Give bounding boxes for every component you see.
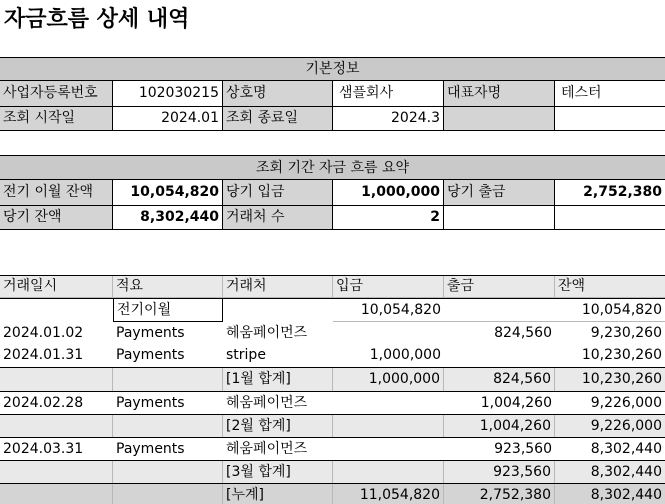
table-cell[interactable]: 923,560	[494, 441, 552, 457]
company-value[interactable]: 샘플회사	[333, 81, 444, 107]
table-cell[interactable]	[0, 415, 113, 437]
table-cell[interactable]: 10,054,820	[555, 299, 665, 322]
empty-gray-cell	[444, 107, 555, 131]
end-value[interactable]: 2024.3	[333, 107, 444, 131]
table-cell[interactable]	[333, 322, 444, 345]
table-cell[interactable]	[113, 415, 223, 437]
table-cell[interactable]: 9,230,260	[590, 325, 662, 341]
table-cell[interactable]: 9,226,000	[555, 415, 665, 437]
empty-cell[interactable]	[555, 206, 665, 230]
table-cell[interactable]	[0, 368, 113, 391]
col-header-memo: 적요	[113, 276, 223, 298]
table-cell[interactable]: 헤움페이먼즈	[226, 441, 308, 457]
table-cell[interactable]	[444, 345, 555, 367]
basic-info-header: 기본정보	[0, 57, 665, 81]
start-label: 조회 시작일	[0, 107, 113, 131]
table-cell[interactable]: 2024.03.31	[3, 441, 84, 457]
table-cell[interactable]: [누계]	[223, 484, 333, 504]
cur-balance-value[interactable]: 8,302,440	[113, 206, 223, 230]
out-value[interactable]: 2,752,380	[555, 180, 665, 206]
table-cell[interactable]	[444, 299, 555, 322]
table-cell[interactable]: 2024.01.02	[3, 325, 84, 341]
end-label: 조회 종료일	[223, 107, 333, 131]
in-label: 당기 입금	[223, 180, 333, 206]
partners-label: 거래처 수	[223, 206, 333, 230]
table-cell[interactable]: 10,230,260	[581, 347, 662, 363]
table-cell[interactable]: Payments	[116, 325, 185, 341]
table-cell[interactable]: 8,302,440	[590, 441, 662, 457]
start-value[interactable]: 2024.01	[113, 107, 223, 131]
table-cell[interactable]	[223, 299, 333, 322]
table-cell[interactable]	[0, 299, 113, 322]
table-cell[interactable]: 2024.02.28	[3, 395, 84, 411]
empty-cell[interactable]	[555, 107, 665, 131]
in-value[interactable]: 1,000,000	[333, 180, 444, 206]
table-cell[interactable]: 8,302,440	[555, 484, 665, 504]
table-cell[interactable]: 헤움페이먼즈	[226, 325, 308, 341]
table-cell[interactable]	[333, 461, 444, 483]
prev-balance-label: 전기 이월 잔액	[0, 180, 113, 206]
table-cell[interactable]: 2,752,380	[444, 484, 555, 504]
table-cell[interactable]	[333, 415, 444, 437]
prev-balance-value[interactable]: 10,054,820	[113, 180, 223, 206]
col-header-in: 입금	[333, 276, 444, 298]
table-cell[interactable]	[0, 461, 113, 483]
ceo-label: 대표자명	[444, 81, 555, 107]
table-cell[interactable]: 전기이월	[113, 299, 223, 322]
table-cell[interactable]: 8,302,440	[555, 461, 665, 483]
col-header-date: 거래일시	[0, 276, 113, 298]
table-cell[interactable]: Payments	[116, 441, 185, 457]
col-header-balance: 잔액	[555, 276, 665, 298]
col-header-partner: 거래처	[223, 276, 333, 298]
table-cell[interactable]: [3월 합계]	[223, 461, 333, 483]
ceo-value[interactable]: 테스터	[555, 81, 665, 107]
table-cell[interactable]: 1,004,260	[480, 395, 552, 411]
table-cell[interactable]: 824,560	[444, 368, 555, 391]
table-cell[interactable]: 10,230,260	[555, 368, 665, 391]
table-cell[interactable]	[113, 368, 223, 391]
biz-no-label: 사업자등록번호	[0, 81, 113, 107]
company-label: 상호명	[223, 81, 333, 107]
table-cell[interactable]	[333, 392, 444, 414]
table-cell[interactable]: stripe	[226, 347, 266, 363]
cur-balance-label: 당기 잔액	[0, 206, 113, 230]
biz-no-value[interactable]: 102030215	[113, 81, 223, 107]
table-cell[interactable]	[0, 484, 113, 504]
table-cell[interactable]	[113, 484, 223, 504]
table-cell[interactable]: 9,226,000	[590, 395, 662, 411]
table-cell[interactable]: Payments	[116, 395, 185, 411]
table-cell[interactable]	[333, 438, 444, 460]
page-title: 자금흐름 상세 내역	[4, 7, 190, 32]
table-cell[interactable]: 2024.01.31	[3, 347, 84, 363]
table-cell[interactable]: 1,000,000	[369, 347, 441, 363]
table-cell[interactable]	[113, 461, 223, 483]
table-cell[interactable]: [1월 합계]	[223, 368, 333, 391]
out-label: 당기 출금	[444, 180, 555, 206]
summary-header: 조회 기간 자금 흐름 요약	[0, 155, 665, 180]
table-cell[interactable]: 10,054,820	[333, 299, 444, 322]
table-cell[interactable]: 1,000,000	[333, 368, 444, 391]
table-cell[interactable]: 824,560	[494, 325, 552, 341]
table-cell[interactable]: 11,054,820	[333, 484, 444, 504]
empty-cell[interactable]	[444, 206, 555, 230]
table-cell[interactable]: 923,560	[444, 461, 555, 483]
col-header-out: 출금	[444, 276, 555, 298]
table-cell[interactable]: 헤움페이먼즈	[226, 395, 308, 411]
table-cell[interactable]: Payments	[116, 347, 185, 363]
table-cell[interactable]: 1,004,260	[444, 415, 555, 437]
table-cell[interactable]: [2월 합계]	[223, 415, 333, 437]
partners-value[interactable]: 2	[333, 206, 444, 230]
